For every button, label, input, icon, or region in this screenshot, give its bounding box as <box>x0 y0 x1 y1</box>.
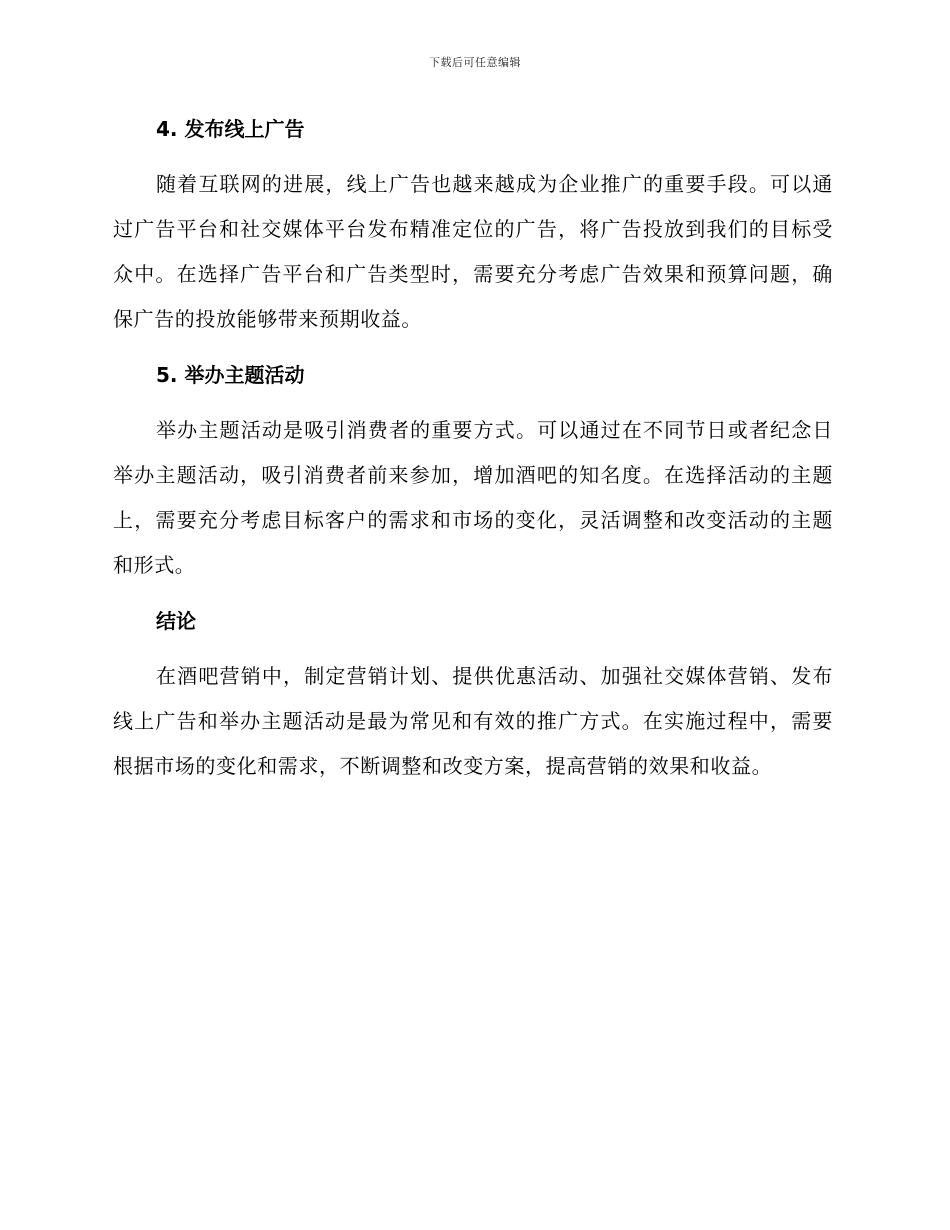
section-theme-events <box>113 356 833 602</box>
section-heading: 4. 发布线上广告 <box>156 117 305 141</box>
section-paragraph: 举办主题活动是吸引消费者的重要方式。可以通过在不同节日或者纪念日举办主题活动，吸引消费者前来参加，增加酒吧的知名度。在选择活动的主题上，需要充分考虑目标客户的需求和市场的变化，灵活调整和改变活动的主题和形式。 <box>113 418 833 577</box>
section-paragraph: 随着互联网的进展，线上广告也越来越成为企业推广的重要手段。可以通过广告平台和社交媒体平台发布精准定位的广告，将广告投放到我们的目标受众中。在选择广告平台和广告类型时，需要充分考虑广告效果和预算问题，确保广告的投放能够带来预期收益。 <box>113 172 833 331</box>
document-body <box>113 110 833 789</box>
section-conclusion <box>113 602 833 789</box>
section-online-ads <box>113 110 833 356</box>
section-heading: 结论 <box>156 609 196 633</box>
page-header-note: 下载后可任意编辑 <box>429 56 521 69</box>
section-paragraph: 在酒吧营销中，制定营销计划、提供优惠活动、加强社交媒体营销、发布线上广告和举办主题活动是最为常见和有效的推广方式。在实施过程中，需要根据市场的变化和需求，不断调整和改变方案，提高营销的效果和收益。 <box>113 664 833 778</box>
section-heading: 5. 举办主题活动 <box>156 363 305 387</box>
